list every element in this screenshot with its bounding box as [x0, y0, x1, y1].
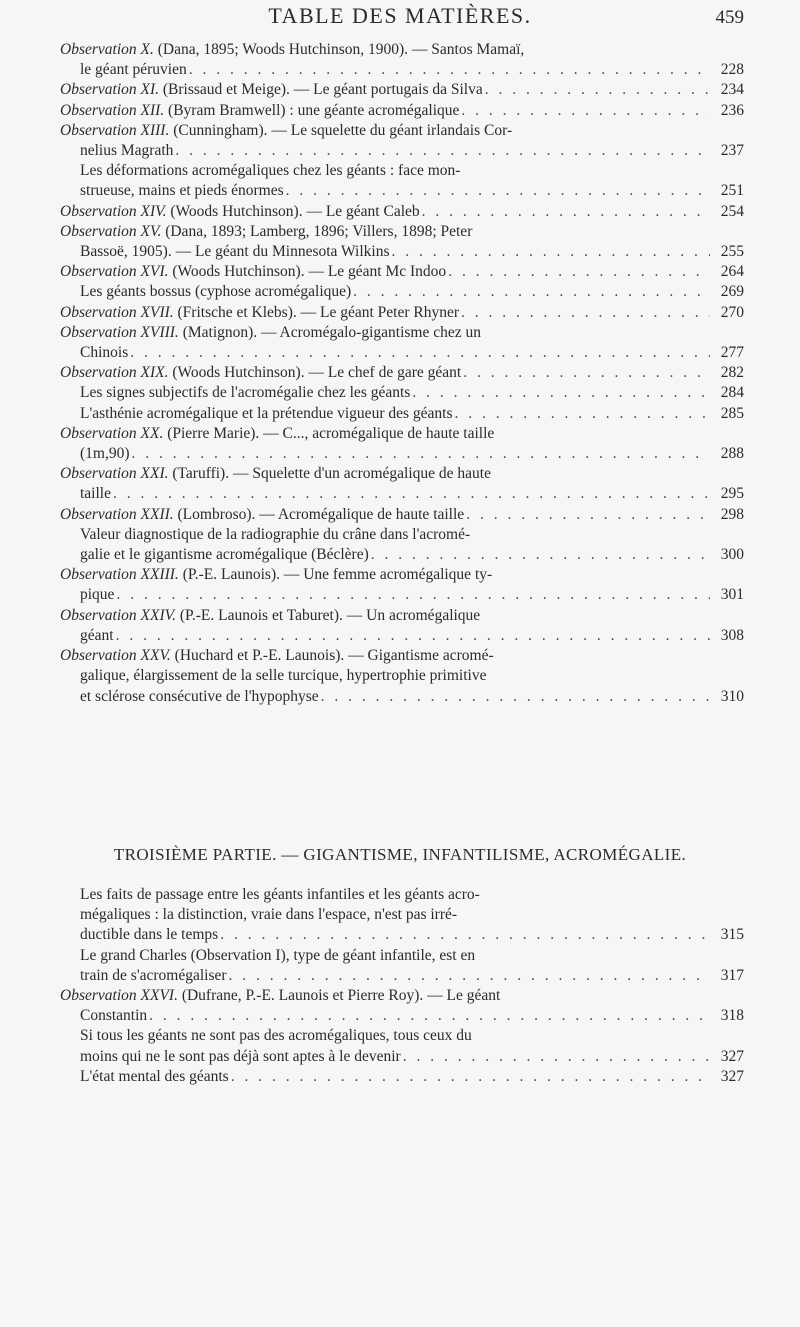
toc-entry-text: et sclérose consécutive de l'hypophyse: [80, 687, 319, 705]
toc-entry-line: [80, 925, 744, 945]
entry-description: L'asthénie acromégalique et la prétendue vigueur des géants: [80, 404, 453, 422]
toc-entry-text: (1m,90): [80, 445, 130, 463]
toc-entry-line: [80, 946, 744, 966]
entry-description: Si tous les géants ne sont pas des acromégaliques, tous ceux du: [80, 1027, 472, 1045]
running-title: TABLE DES MATIÈRES.: [268, 3, 532, 28]
toc-page-number: 277: [720, 344, 744, 362]
toc-entry: [60, 606, 744, 646]
toc-entry: [60, 40, 744, 80]
toc-entry: [80, 1067, 744, 1087]
toc-entry: [60, 986, 744, 1026]
dot-leader: [389, 242, 710, 262]
toc-entry-text: [80, 1067, 229, 1087]
toc-page-number: 270: [720, 303, 744, 321]
dot-leader: [147, 1006, 710, 1026]
toc-page-number: 237: [720, 142, 744, 160]
observation-label: Observation XX.: [60, 424, 164, 442]
entry-description: (P.-E. Launois et Taburet). — Un acromégalique: [175, 606, 481, 624]
entry-description: Les signes subjectifs de l'acromégalie chez les géants: [80, 384, 411, 402]
toc-entry-text: [60, 303, 459, 323]
toc-entry-text: le géant péruvien: [80, 61, 187, 79]
toc-entry: [60, 363, 744, 383]
toc-entry: [60, 323, 744, 363]
page-header: [0, 2, 800, 34]
toc-entry-line: [80, 1067, 744, 1087]
toc-page-number: 327: [720, 1047, 744, 1065]
dot-leader: [284, 181, 710, 201]
toc-entry-line: [60, 363, 744, 383]
toc-entry: [80, 161, 744, 201]
toc-entry-text: [60, 80, 483, 100]
dot-leader: [111, 484, 710, 504]
dot-leader: [483, 80, 710, 100]
toc-page-number: 300: [720, 546, 744, 564]
toc-entry-line: [60, 40, 744, 60]
toc-entry-text: ductible dans le temps: [80, 926, 219, 944]
toc-entry: [60, 464, 744, 504]
toc-entry-line: [80, 966, 744, 986]
toc-entry-line: [60, 60, 744, 80]
dot-leader: [187, 60, 710, 80]
toc-entry: [80, 1026, 744, 1066]
entry-description: Les déformations acromégaliques chez les géants : face mon-: [80, 162, 461, 180]
toc-page-number: 282: [720, 364, 744, 382]
toc-entry-text: [80, 404, 452, 424]
toc-page-number: 298: [720, 505, 744, 523]
toc-entry: [60, 565, 744, 605]
toc-entry-line: mégaliques : la distinction, vraie dans l'espace, n'est pas irré-: [80, 906, 458, 924]
toc-entry-line: [60, 484, 744, 504]
toc-entry-text: Bassoë, 1905). — Le géant du Minnesota Wilkins: [80, 243, 390, 261]
toc-page-number: 315: [720, 926, 744, 944]
entry-description: (Dufrane, P.-E. Launois et Pierre Roy). — Le géant: [177, 987, 501, 1005]
toc-entry: [60, 222, 744, 262]
toc-entry-line: [60, 626, 744, 646]
observation-label: Observation XXV.: [60, 647, 171, 665]
toc-entry-line: [60, 80, 744, 100]
toc-entry-line: [60, 986, 744, 1006]
dot-leader: [128, 343, 710, 363]
toc-entry: [60, 424, 744, 464]
toc-page-number: 310: [720, 687, 744, 705]
dot-leader: [459, 101, 710, 121]
toc-entry-line: [60, 505, 744, 525]
section-heading: TROISIÈME PARTIE. — GIGANTISME, INFANTILISME, ACROMÉGALIE.: [113, 845, 687, 864]
toc-page-number: 308: [720, 626, 744, 644]
entry-description: (Woods Hutchinson). — Le chef de gare géant: [168, 364, 462, 382]
toc-entry-line: [60, 101, 744, 121]
toc-entry-line: [60, 565, 744, 585]
observation-label: Observation XV.: [60, 222, 162, 240]
dot-leader: [410, 383, 710, 403]
toc-entry-line: galique, élargissement de la selle turcique, hypertrophie primitive: [80, 667, 487, 685]
toc-entry-text: Constantin: [80, 1007, 148, 1025]
observation-label: Observation X.: [60, 41, 154, 58]
toc-entry-line: [60, 687, 744, 707]
dot-leader: [227, 966, 710, 986]
toc-entry-line: [80, 282, 744, 302]
toc-page-number: 288: [720, 445, 744, 463]
observation-label: Observation XXIV.: [60, 606, 176, 624]
toc-entry-line: [60, 242, 744, 262]
toc-page-number: 255: [720, 243, 744, 261]
toc-page-number: 236: [720, 101, 744, 119]
toc-entry: [80, 946, 744, 986]
toc-entry-line: [60, 444, 744, 464]
entry-description: (Matignon). — Acromégalo-gigantisme chez un: [178, 323, 481, 341]
toc-entry-text: galie et le gigantisme acromégalique (Béclère): [80, 546, 369, 564]
toc-entry-line: [60, 262, 744, 282]
toc-entry-text: taille: [80, 485, 111, 503]
toc-entry: [60, 505, 744, 525]
dot-leader: [369, 545, 710, 565]
toc-entry-line: [80, 404, 744, 424]
toc-entry: [60, 262, 744, 282]
toc-page-number: 228: [720, 61, 744, 79]
dot-leader: [446, 262, 710, 282]
toc-entry-line: [80, 545, 744, 565]
toc-page-number: 251: [720, 182, 744, 200]
entry-description: (Woods Hutchinson). — Le géant Caleb: [166, 202, 420, 220]
toc-entry-line: [60, 222, 744, 242]
toc-entry-line: [60, 121, 744, 141]
dot-leader: [229, 1067, 710, 1087]
observation-label: Observation XIV.: [60, 202, 167, 220]
toc-page-number: 318: [720, 1007, 744, 1025]
observation-label: Observation XXII.: [60, 505, 174, 523]
toc-entry-line: [60, 646, 744, 666]
entry-description: (Fritsche et Klebs). — Le géant Peter Rhyner: [173, 303, 460, 321]
toc-page-number: 295: [720, 485, 744, 503]
toc-page-number: 301: [720, 586, 744, 604]
entry-description: (Brissaud et Meige). — Le géant portugais da Silva: [159, 81, 483, 99]
dot-leader: [464, 505, 710, 525]
dot-leader: [218, 925, 710, 945]
entry-description: (Taruffi). — Squelette d'un acromégalique de haute: [168, 465, 491, 483]
observation-label: Observation XVIII.: [60, 323, 179, 341]
dot-leader: [351, 282, 710, 302]
toc-entry-line: [60, 141, 744, 161]
toc-entry: [60, 121, 744, 161]
toc-page-number: 234: [720, 81, 744, 99]
toc-entry: [60, 202, 744, 222]
toc-entry-text: [80, 282, 351, 302]
observation-label: Observation XIX.: [60, 364, 169, 382]
toc-page-number: 254: [720, 202, 744, 220]
observation-label: Observation XXIII.: [60, 566, 179, 584]
toc-entry-text: pique: [80, 586, 115, 604]
entry-description: Les faits de passage entre les géants infantiles et les géants acro-: [80, 886, 480, 903]
dot-leader: [173, 141, 710, 161]
toc-entry-line: [60, 585, 744, 605]
toc-page-number: 264: [720, 263, 744, 281]
toc-entry-line: [60, 323, 744, 343]
entry-description: Valeur diagnostique de la radiographie du crâne dans l'acromé-: [80, 525, 471, 543]
toc-page-number: 284: [720, 384, 744, 402]
entry-description: (Lombroso). — Acromégalique de haute taille: [173, 505, 465, 523]
entry-description: (Dana, 1893; Lamberg, 1896; Villers, 1898; Peter: [161, 222, 473, 240]
toc-entry-text: géant: [80, 626, 114, 644]
entry-description: (Woods Hutchinson). — Le géant Mc Indoo: [168, 263, 447, 281]
toc-entry-text: strueuse, mains et pieds énormes: [80, 182, 284, 200]
observation-label: Observation XII.: [60, 101, 165, 119]
dot-leader: [401, 1047, 710, 1067]
observation-label: Observation XVII.: [60, 303, 174, 321]
toc-entry-line: [60, 606, 744, 626]
toc-entry-text: nelius Magrath: [80, 142, 174, 160]
entry-description: (Cunningham). — Le squelette du géant irlandais Cor-: [169, 121, 513, 139]
toc-entry-text: [80, 383, 410, 403]
page-number: 459: [715, 7, 744, 28]
entry-description: (Byram Bramwell) : une géante acromégalique: [164, 101, 460, 119]
toc-page-number: 285: [720, 404, 744, 422]
toc-entry-line: [80, 885, 744, 905]
dot-leader: [114, 585, 710, 605]
toc-entry: [60, 101, 744, 121]
entry-description: (P.-E. Launois). — Une femme acromégalique ty-: [178, 566, 493, 584]
toc-entry-line: [60, 424, 744, 444]
toc-entry: [80, 282, 744, 302]
toc-page-number: 317: [720, 966, 744, 984]
dot-leader: [452, 404, 710, 424]
toc-entry-line: [60, 303, 744, 323]
toc-entry-text: [60, 262, 446, 282]
observation-label: Observation XIII.: [60, 121, 170, 139]
observation-label: Observation XVI.: [60, 263, 169, 281]
toc-list-top: [60, 40, 744, 707]
toc-entry-text: [60, 202, 420, 222]
toc-entry-text: moins qui ne le sont pas déjà sont aptes à le devenir: [80, 1047, 401, 1065]
entry-description: Les géants bossus (cyphose acromégalique): [80, 283, 352, 301]
toc-entry-line: [80, 1047, 744, 1067]
toc-page-number: 269: [720, 283, 744, 301]
toc-list-bottom: [60, 885, 744, 1087]
toc-entry: [60, 80, 744, 100]
toc-entry-line: [60, 202, 744, 222]
toc-entry: [80, 525, 744, 565]
entry-description: (Pierre Marie). — C..., acromégalique de haute taille: [163, 424, 495, 442]
toc-entry-text: [60, 363, 461, 383]
entry-description: L'état mental des géants: [80, 1067, 229, 1085]
toc-entry-text: [60, 505, 464, 525]
dot-leader: [319, 687, 710, 707]
toc-entry: [80, 885, 744, 946]
toc-entry-line: [60, 343, 744, 363]
toc-entry-line: [60, 464, 744, 484]
dot-leader: [114, 626, 710, 646]
toc-entry-line: [80, 161, 744, 181]
toc-entry-text: [60, 101, 459, 121]
dot-leader: [130, 444, 710, 464]
toc-entry: [80, 404, 744, 424]
toc-entry-text: train de s'acromégaliser: [80, 966, 227, 984]
dot-leader: [461, 363, 710, 383]
toc-entry-line: [80, 1026, 744, 1046]
observation-label: Observation XXVI.: [60, 987, 178, 1005]
dot-leader: [459, 303, 710, 323]
observation-label: Observation XXI.: [60, 465, 169, 483]
toc-entry: [80, 383, 744, 403]
dot-leader: [420, 202, 710, 222]
toc-entry-line: [80, 181, 744, 201]
entry-description: Le grand Charles (Observation I), type de géant infantile, est en: [80, 946, 476, 964]
toc-entry: [60, 303, 744, 323]
toc-page-number: 327: [720, 1067, 744, 1085]
toc-entry-text: Chinois: [80, 344, 129, 362]
toc-entry-line: [80, 525, 744, 545]
observation-label: Observation XI.: [60, 81, 160, 99]
entry-description: (Dana, 1895; Woods Hutchinson, 1900). — Santos Mamaï,: [153, 41, 525, 58]
toc-entry: [60, 646, 744, 707]
toc-entry-line: [80, 383, 744, 403]
toc-entry-line: [60, 1006, 744, 1026]
entry-description: (Huchard et P.-E. Launois). — Gigantisme acromé-: [170, 647, 494, 665]
